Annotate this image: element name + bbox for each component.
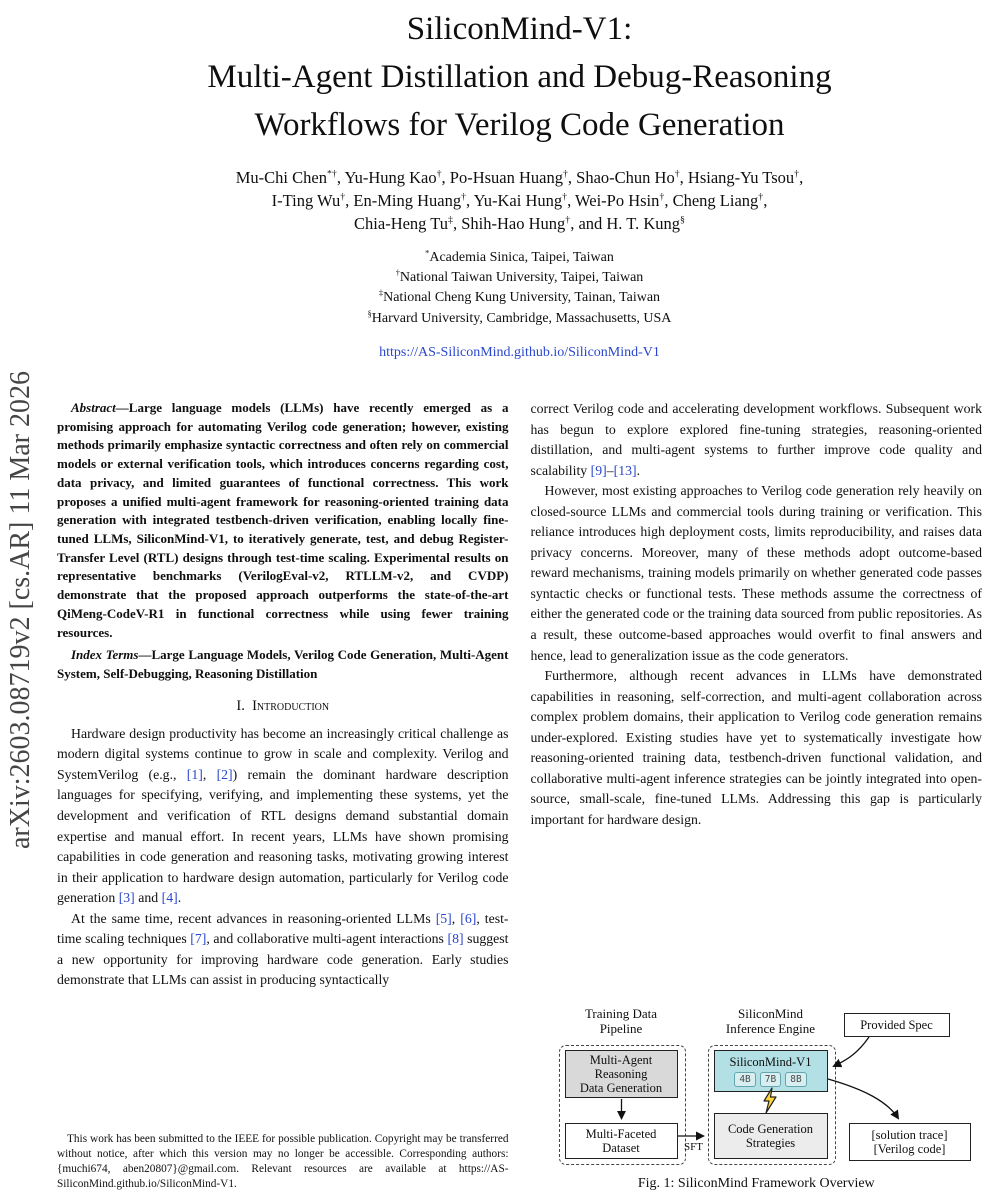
left-column xyxy=(57,399,509,1192)
figure-caption: Fig. 1: SiliconMind Framework Overview xyxy=(637,1176,875,1191)
multi-agent-reasoning-box xyxy=(565,1050,678,1098)
intro-paragraph-3: correct Verilog code and accelerating development workflows. Subsequent work has begun to explore explored fine-tuning strategies, reasoning-oriented distillation, and multi-agent systems to further improve code quality and scalability [9]–[13]. xyxy=(530,400,982,478)
index-terms-text: Large Language Models, Verilog Code Generation, Multi-Agent System, Self-Debugging, Reasoning Distillation xyxy=(57,647,509,682)
multi-agent-box-line: Data Generation xyxy=(579,1081,663,1095)
author-line: Chia-Heng Tu‡, Shih-Hao Hung†, and H. T. Kung§ xyxy=(354,214,685,234)
model-size-badge: 7B xyxy=(760,1072,781,1088)
intro-paragraph-5: Furthermore, although recent advances in LLMs have demonstrated capabilities in reasoning, self-correction, and multi-agent collaboration across complex problem domains, their application to Verilog code generation remains under-explored. Existing studies have yet to systematically investigate how reasoning-oriented training data, testbench-driven functional validation, and collaborative multi-agent inference strategies can be jointly integrated into open-source, small-scale, fine-tuned LLMs. Addressing this gap is particularly important for hardware design. xyxy=(530,668,982,827)
model-size-badge: 4B xyxy=(734,1072,755,1088)
affiliation-line: §Harvard University, Cambridge, Massachusetts, USA xyxy=(367,309,672,326)
citation-link[interactable]: [1] xyxy=(186,766,203,782)
provided-spec-box xyxy=(844,1013,950,1037)
training-pipeline-label-line: Training Data xyxy=(584,1006,658,1021)
code-generation-strategies-box xyxy=(714,1113,828,1159)
title-line-3: Workflows for Verilog Code Generation xyxy=(254,106,785,143)
sft-label: SFT xyxy=(684,1141,703,1153)
model-size-row xyxy=(734,1072,806,1088)
title-line-2: Multi-Agent Distillation and Debug-Reasoning xyxy=(207,58,832,95)
author-line: Mu-Chi Chen*†, Yu-Hung Kao†, Po-Hsuan Huang†, Shao-Chun Ho†, Hsiang-Yu Tsou†, xyxy=(235,167,804,187)
provided-spec-text: Provided Spec xyxy=(860,1018,933,1032)
output-box-line: [solution trace] xyxy=(871,1128,948,1142)
citation-link[interactable]: [9] xyxy=(590,462,607,478)
training-pipeline-label-line: Pipeline xyxy=(599,1020,643,1036)
citation-link[interactable]: [4] xyxy=(161,890,178,906)
model-size-badge: 8B xyxy=(785,1072,806,1088)
index-terms-lead: Index Terms— xyxy=(71,647,152,663)
index-terms xyxy=(57,646,509,683)
abstract-text: Large language models (LLMs) have recently emerged as a promising approach for automating Verilog code generation; however, existing methods primarily emphasize syntactic correctness and often rely on commercial models or external verification tools, which introduces concerns regarding cost, data privacy, and limited guarantees of functional correctness. This work proposes a unified multi-agent framework for reasoning-oriented training data generation with integrated testbench-driven verification, enabling locally fine-tuned LLMs, SiliconMind-V1, to iteratively generate, test, and debug Register-Transfer Level (RTL) designs through test-time scaling. Experimental results on representative benchmarks (VerilogEval-v2, RTLLM-v2, and CVDP) demonstrate that the proposed approach outperforms the state-of-the-art QiMeng-CodeV-R1 in functional correctness while using fewer training resources. xyxy=(57,399,509,640)
citation-link[interactable]: [5] xyxy=(435,910,452,926)
author-list xyxy=(57,166,982,236)
citation-link[interactable]: [7] xyxy=(190,931,207,947)
affiliation-line: ‡National Cheng Kung University, Tainan, Taiwan xyxy=(378,288,661,306)
intro-paragraph-2: At the same time, recent advances in reasoning-oriented LLMs [5], [6], test-time scaling techniques [7], and collaborative multi-agent interactions [8] suggest a new opportunity for improving hardware code generation. Early studies demonstrate that LLMs can assist in producing syntactically xyxy=(57,910,509,988)
paper-header xyxy=(57,6,982,361)
dataset-box-line: Multi-Faceted xyxy=(585,1127,657,1141)
right-column xyxy=(531,399,983,1192)
citation-link[interactable]: [3] xyxy=(118,890,135,906)
paper-title xyxy=(57,6,982,150)
abstract xyxy=(57,399,509,642)
inference-engine-label-line: Inference Engine xyxy=(725,1020,816,1036)
output-box-line: [Verilog code] xyxy=(873,1142,946,1156)
affiliation-line: *Academia Sinica, Taipei, Taiwan xyxy=(425,248,614,265)
dataset-box-line: Dataset xyxy=(602,1141,640,1155)
training-pipeline-label xyxy=(559,1007,684,1036)
intro-paragraph-4: However, most existing approaches to Verilog code generation rely heavily on closed-source LLMs and commercial tools during training or verification. This reliance introduces high deployment costs, limits reproducibility, and raises data privacy concerns. Moreover, many of these methods adopt outcome-based reward mechanisms, training models primarily on whether generated code passes syntactic checks or functional tests. These methods assume the correctness of either the generated code or the training data sourced from public repositories. As a result, these outcome-based approaches would overfit to final answers and hence, lead to generalization issue as the code generators. xyxy=(530,483,982,663)
citation-link[interactable]: [2] xyxy=(216,766,233,782)
author-line: I-Ting Wu†, En-Ming Huang†, Yu-Kai Hung†, Wei-Po Hsin†, Cheng Liang†, xyxy=(271,190,768,210)
figure-1 xyxy=(531,999,983,1192)
inference-engine-label xyxy=(708,1007,834,1036)
lightning-icon-svg xyxy=(761,1087,779,1115)
project-url-link[interactable]: https://AS-SiliconMind.github.io/SiliconMind-V1 xyxy=(379,344,660,360)
citation-link[interactable]: [13] xyxy=(613,462,637,478)
intro-paragraph-1: Hardware design productivity has become an increasingly critical challenge as modern digital systems continue to grow in scale and complexity. Verilog and SystemVerilog (e.g., [1], [2]) remain the dominant hardware description languages for specifying, verifying, and implementing these systems, yet the development and verification of RTL designs demand substantial domain expertise and manual effort. In recent years, LLMs have shown promising capabilities in code generation and reasoning tasks, motivating growing interest in their application to hardware design automation, particularly for Verilog code generation [3] and [4]. xyxy=(57,725,509,906)
affiliation-line: †National Taiwan University, Taipei, Taiwan xyxy=(395,268,644,286)
strategies-box-line: Code Generation xyxy=(727,1122,814,1136)
multi-agent-box-line: Reasoning xyxy=(594,1067,648,1081)
two-column-body xyxy=(57,399,982,1192)
section-heading-introduction: I. Introduction xyxy=(236,697,330,714)
multi-agent-box-line: Multi-Agent xyxy=(589,1053,653,1067)
inference-engine-label-line: SiliconMind xyxy=(737,1006,803,1021)
citation-link[interactable]: [8] xyxy=(447,931,464,947)
model-box-title: SiliconMind-V1 xyxy=(729,1054,812,1069)
output-box xyxy=(849,1123,971,1161)
strategies-box-line: Strategies xyxy=(745,1136,796,1150)
arxiv-watermark: arXiv:2603.08719v2 [cs.AR] 11 Mar 2026 xyxy=(5,371,36,850)
abstract-lead: Abstract— xyxy=(71,399,129,415)
citation-link[interactable]: [6] xyxy=(460,910,477,926)
siliconmind-model-box xyxy=(714,1050,828,1092)
affiliation-list xyxy=(57,248,982,329)
project-url-line xyxy=(57,343,982,361)
framework-diagram xyxy=(531,1007,982,1167)
lightning-icon xyxy=(761,1087,779,1118)
title-line-1: SiliconMind-V1: xyxy=(406,11,633,47)
footnote: This work has been submitted to the IEEE for possible publication. Copyright may be transferred without notice, after which this version may no longer be accessible. Corresponding authors: {muchi674, aben20807}@gmail.com. Relevant resources are available at https://AS-SiliconMind.github.io/SiliconMind-V1. xyxy=(57,1132,509,1190)
multi-faceted-dataset-box xyxy=(565,1123,678,1159)
